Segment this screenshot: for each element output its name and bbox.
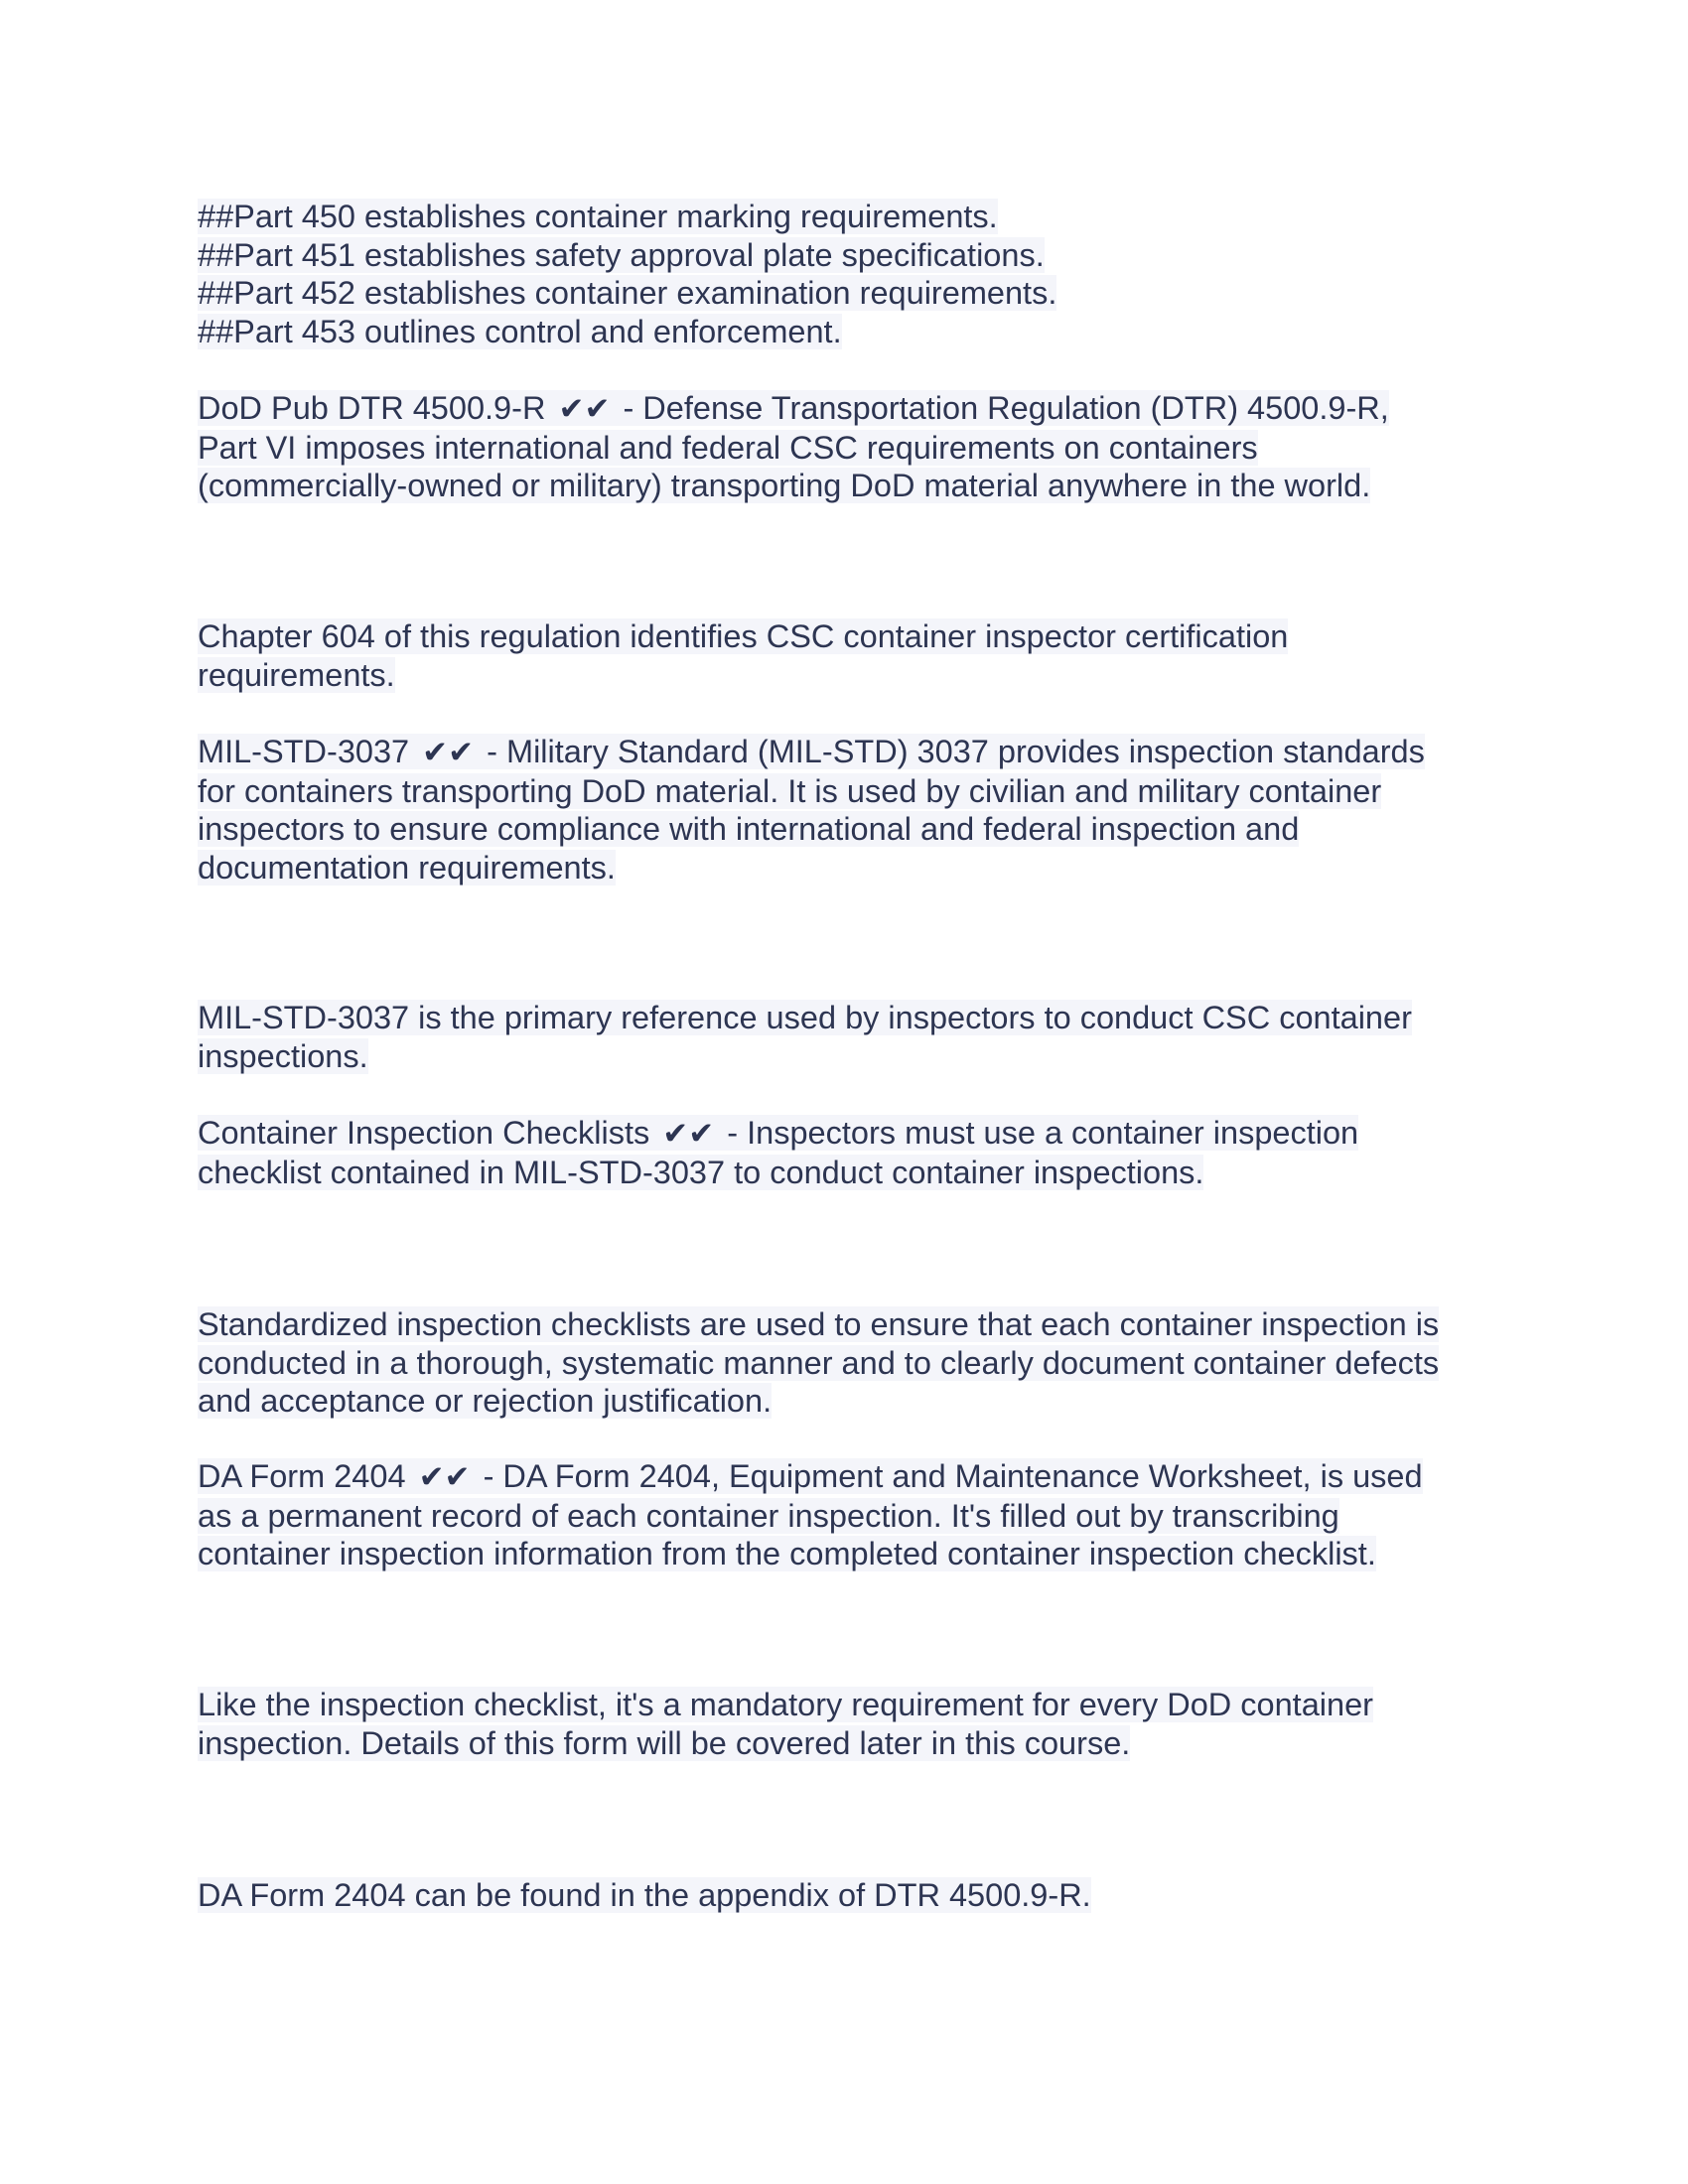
entry-text: (commercially-owned or military) transporting DoD material anywhere in the world. [198,468,1371,503]
entry-text: Part VI imposes international and federal CSC requirements on containers [198,429,1258,466]
note-text: conducted in a thorough, systematic manner and to clearly document container defects [198,1344,1440,1381]
note-text: and acceptance or rejection justification. [198,1383,773,1419]
double-check-icon: ✔✔ [418,1459,471,1495]
note-text: Chapter 604 of this regulation identifies CSC container inspector certification [198,618,1289,654]
note-text: Like the inspection checklist, it's a mandatory requirement for every DoD container [198,1687,1373,1722]
entry-da-form [198,1457,1423,1573]
note-mil-std [198,999,1412,1075]
entry-text: as a permanent record of each container inspection. It's filled out by transcribing [198,1497,1339,1534]
note-text: Standardized inspection checklists are used to ensure that each container inspection is [198,1306,1440,1342]
note-text: MIL-STD-3037 is the primary reference used by inspectors to conduct CSC container [198,1000,1412,1035]
entry-text: container inspection information from the completed container inspection checklist. [198,1536,1376,1571]
entry-checklists [198,1114,1358,1191]
entry-dtr [198,389,1389,505]
final-note-text: DA Form 2404 can be found in the appendix of DTR 4500.9-R. [198,1877,1091,1913]
entry-text: - Defense Transportation Regulation (DTR) 4500.9-R, [623,390,1389,426]
entry-title: Container Inspection Checklists [198,1115,650,1151]
entry-title: DoD Pub DTR 4500.9-R [198,390,546,426]
note-text: requirements. [198,656,395,693]
double-check-icon: ✔✔ [422,735,475,770]
entry-text: - Military Standard (MIL-STD) 3037 provides inspection standards [487,734,1425,769]
note-text: inspections. [198,1037,368,1074]
entry-text: for containers transporting DoD material. It is used by civilian and military container [198,772,1382,809]
entry-title: MIL-STD-3037 [198,734,410,769]
note-dtr [198,617,1288,694]
double-check-icon: ✔✔ [558,391,611,427]
parts-list-item: ##Part 452 establishes container examination requirements. [198,275,1057,311]
note-checklists [198,1305,1439,1421]
parts-list [198,198,1056,350]
final-note [198,1876,1091,1915]
entry-text: inspectors to ensure compliance with international and federal inspection and [198,811,1300,847]
note-text: inspection. Details of this form will be covered later in this course. [198,1724,1131,1761]
parts-list-item: ##Part 450 establishes container marking requirements. [198,199,998,234]
entry-text: checklist contained in MIL-STD-3037 to conduct container inspections. [198,1154,1204,1190]
entry-text: - Inspectors must use a container inspection [727,1115,1359,1151]
parts-list-item: ##Part 453 outlines control and enforcement. [198,313,842,349]
entry-text: documentation requirements. [198,849,616,886]
entry-text: - DA Form 2404, Equipment and Maintenance Worksheet, is used [483,1458,1423,1494]
entry-mil-std [198,733,1425,887]
note-da-form [198,1686,1373,1762]
entry-title: DA Form 2404 [198,1458,406,1494]
parts-list-item: ##Part 451 establishes safety approval plate specifications. [198,236,1045,273]
double-check-icon: ✔✔ [662,1116,715,1152]
